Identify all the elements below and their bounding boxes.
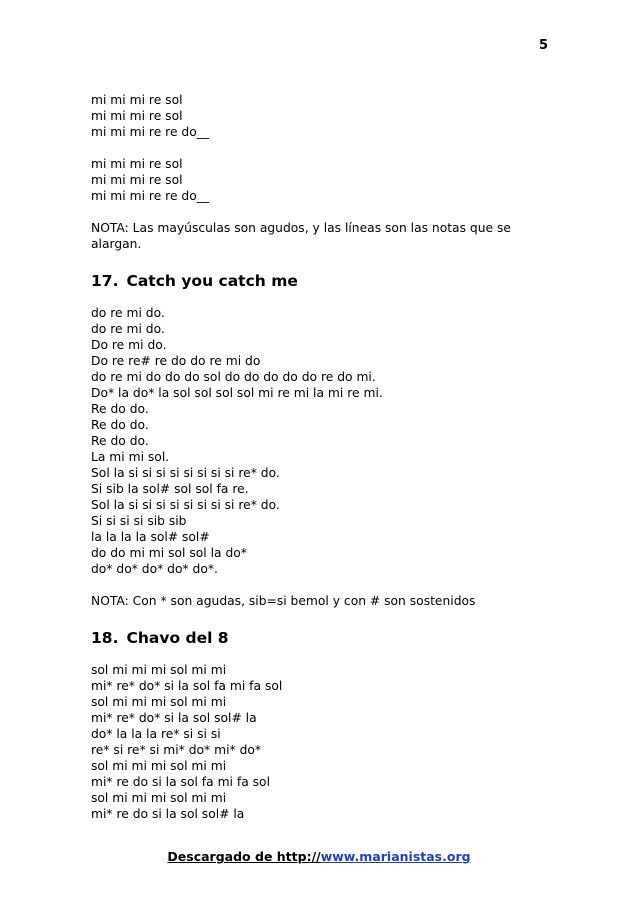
section-title: Chavo del 8 <box>126 629 229 647</box>
note-line: do* la la la re* si si si <box>91 727 221 741</box>
note-line: Si sib la sol# sol sol fa re. <box>91 482 249 496</box>
note-line: Do re re# re do do re mi do <box>91 354 261 368</box>
lyric-line: mi mi mi re sol <box>91 157 183 171</box>
note-line: Re do do. <box>91 434 149 448</box>
note-line: sol mi mi mi sol mi mi <box>91 791 227 805</box>
note-line: Si si si si sib sib <box>91 514 187 528</box>
note-line: Re do do. <box>91 418 149 432</box>
note-line: mi* re* do* si la sol sol# la <box>91 711 257 725</box>
footer-link[interactable]: www.marianistas.org <box>320 849 471 864</box>
note-line: Do re mi do. <box>91 338 167 352</box>
note-line: do* do* do* do* do*. <box>91 562 218 576</box>
note-line: sol mi mi mi sol mi mi <box>91 759 227 773</box>
lyric-line: mi mi mi re sol <box>91 109 183 123</box>
section-17-lines <box>91 305 551 577</box>
section-number: 17. <box>91 272 119 290</box>
note-line: do re mi do. <box>91 306 165 320</box>
section-heading-18 <box>91 628 551 648</box>
note-line: sol mi mi mi sol mi mi <box>91 663 227 677</box>
page-footer <box>0 849 638 864</box>
note-line: do do mi mi sol sol la do* <box>91 546 247 560</box>
note-line: mi* re* do* si la sol fa mi fa sol <box>91 679 283 693</box>
note-line: Sol la si si si si si si si si re* do. <box>91 466 280 480</box>
intro-block-2 <box>91 156 551 204</box>
section-title: Catch you catch me <box>126 272 298 290</box>
note-line: La mi mi sol. <box>91 450 170 464</box>
section-18-lines <box>91 662 551 822</box>
note-line: re* si re* si mi* do* mi* do* <box>91 743 262 757</box>
note-line: Sol la si si si si si si si si re* do. <box>91 498 280 512</box>
page-number: 5 <box>538 38 548 53</box>
section-heading-17 <box>91 271 551 291</box>
lyric-line: mi mi mi re re do__ <box>91 189 210 203</box>
section-number: 18. <box>91 629 119 647</box>
lyric-line: mi mi mi re sol <box>91 93 183 107</box>
note-line: la la la la sol# sol# <box>91 530 210 544</box>
intro-block-1 <box>91 92 551 140</box>
note-line: Re do do. <box>91 402 149 416</box>
note-line: mi* re do si la sol sol# la <box>91 807 245 821</box>
note-line: sol mi mi mi sol mi mi <box>91 695 227 709</box>
note-line: do re mi do do do sol do do do do do re do mi. <box>91 370 376 384</box>
lyric-line: mi mi mi re re do__ <box>91 125 210 139</box>
document-body <box>91 92 551 838</box>
note-line: mi* re do si la sol fa mi fa sol <box>91 775 270 789</box>
note-line: Do* la do* la sol sol sol sol mi re mi la mi re mi. <box>91 386 383 400</box>
section-17-note: NOTA: Con * son agudas, sib=si bemol y con # son sostenidos <box>91 594 476 608</box>
intro-note: NOTA: Las mayúsculas son agudos, y las líneas son las notas que se alargan. <box>91 221 511 251</box>
footer-prefix: Descargado de http:// <box>167 849 321 864</box>
lyric-line: mi mi mi re sol <box>91 173 183 187</box>
note-line: do re mi do. <box>91 322 165 336</box>
